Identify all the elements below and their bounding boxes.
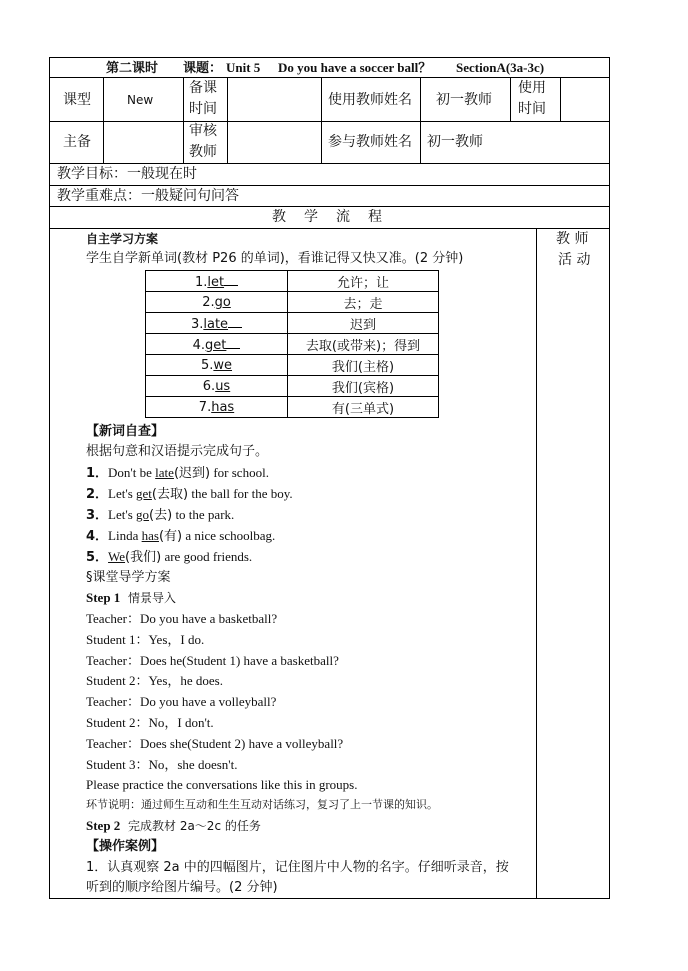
vocab-zh: 我们(主格) [288,355,439,376]
classroom-heading: §课堂导学方案 [86,570,171,585]
frame-right [609,57,610,899]
vocab-blank [226,336,240,349]
check-hint: (去取) [151,487,189,502]
flow-title: 教 学 流 程 [272,209,384,225]
check-num: 5． [86,550,109,565]
row2-bottom [49,163,610,164]
vocab-en: go [214,295,231,310]
check-pre: Let's [108,507,137,522]
check-hint: (迟到) [173,466,211,481]
participant-value: 初一教师 [427,134,483,150]
vocab-zh: 允许；让 [288,271,439,292]
teacher-col-label-2: 活 动 [558,252,591,268]
check-heading: 【新词自查】 [86,424,165,439]
vocab-en: has [211,400,235,415]
vocab-zh: 去取(或带来)；得到 [288,334,439,355]
vocab-zh: 我们(宾格) [288,376,439,397]
vocab-num: 7. [198,400,212,415]
step1-title: 情景导入 [128,591,177,605]
header-bottom [49,77,610,78]
vocab-row [146,355,439,376]
vocab-en-cell [146,334,288,355]
teacher-name-value: 初一教师 [436,92,492,108]
vocab-en: get [205,337,227,353]
check-post: to the park. [172,507,235,522]
dialogue-line: Student 1：Yes，I do. [86,631,205,647]
vocab-row [146,313,439,334]
vocab-en: us [215,379,231,394]
vocab-blank [228,315,242,328]
vocab-en: let [207,274,225,290]
vocab-num: 4. [192,337,206,353]
key-points: 教学重难点：一般疑问句问答 [57,188,239,204]
keypoint-bottom [49,206,610,207]
teacher-name-label: 使用教师姓名 [328,92,412,108]
task-line-2: 听到的顺序给图片编号。(2 分钟) [86,880,278,895]
review-label-2: 教师 [189,144,217,160]
info-div-3 [227,77,228,163]
vocab-en: late [203,316,229,332]
check-hint: (我们) [125,550,162,565]
check-post: the ball for the boy. [188,486,293,501]
vocab-zh: 去；走 [288,292,439,313]
dialogue-line: Teacher：Does she(Student 2) have a volleyball? [86,735,344,751]
info-div-2 [183,77,184,163]
step2-title: 完成教材 2a～2c 的任务 [128,819,261,833]
info-div-5 [420,77,421,163]
row1-bottom [49,121,610,122]
teacher-col-divider [536,228,537,898]
teacher-col-label-1: 教 师 [556,231,589,247]
check-post: for school. [210,465,269,480]
header-title: Do you have a soccer ball？ [278,60,432,75]
vocab-row [146,292,439,313]
header-lesson: 第二课时 [106,60,159,75]
vocab-zh: 有(三单式) [288,397,439,418]
info-div-7 [560,77,561,121]
vocab-num: 5. [200,358,214,373]
check-item [86,486,293,503]
header-unit: Unit 5 [226,60,261,75]
dialogue-line: Student 2：Yes，he does. [86,673,223,689]
vocab-row [146,376,439,397]
vocab-num: 2. [202,295,215,310]
prep-time-label-1: 备课 [189,80,217,96]
dialogue-line: Teacher：Does he(Student 1) have a basketball? [86,652,339,668]
vocab-en-cell [146,292,288,313]
self-study-instruction: 学生自学新单词(教材 P26 的单词)，看谁记得又快又准。(2 分钟) [86,251,464,266]
section-note: 环节说明：通过师生互动和生生互动对话练习，复习了上一节课的知识。 [86,798,438,811]
vocab-en-cell [146,376,288,397]
vocab-en-cell [146,355,288,376]
check-num: 4． [86,529,109,544]
use-time-label-2: 时间 [518,101,546,117]
check-num: 3． [86,508,109,523]
objective-bottom [49,185,610,186]
check-pre: Let's [108,486,137,501]
frame-left [49,57,50,899]
dialogue-line: Student 2：No，I don't. [86,715,214,730]
check-hint: (有) [158,529,183,544]
check-num: 1． [86,466,109,481]
vocab-num: 6. [202,379,216,394]
info-div-4 [321,77,322,163]
header-topic-label: 课题： [183,60,223,75]
vocab-en-cell [146,313,288,334]
lead-label: 主备 [63,134,91,150]
info-div-6 [510,77,511,121]
check-answer: We [108,549,126,564]
check-answer: late [155,465,174,480]
check-answer: has [141,528,159,543]
prep-time-label-2: 时间 [189,101,217,117]
check-post: are good friends. [161,549,253,564]
check-post: a nice schoolbag. [182,528,276,543]
check-pre: Linda [108,528,142,543]
check-answer: go [136,507,150,522]
frame-bottom [49,898,610,899]
case-heading: 【操作案例】 [86,839,165,854]
info-div-1 [103,77,104,163]
step1-label: Step 1 [86,590,121,605]
check-answer: get [136,486,152,501]
dialogue-line: Teacher：Do you have a basketball? [86,611,278,626]
check-hint: (去) [149,508,173,523]
vocab-zh: 迟到 [288,313,439,334]
check-item [86,465,269,482]
check-instruction: 根据句意和汉语提示完成句子。 [86,444,269,459]
check-pre: Don't be [108,465,156,480]
use-time-label-1: 使用 [518,80,546,96]
vocab-num: 3. [190,316,204,332]
check-item [86,528,275,545]
participant-label: 参与教师姓名 [328,134,412,150]
step2-label: Step 2 [86,818,121,833]
flow-title-bottom [49,228,610,229]
header-section: SectionA(3a-3c) [456,60,545,75]
check-item [86,549,252,566]
type-value: New [127,93,154,107]
vocab-row [146,397,439,418]
dialogue-line: Teacher：Do you have a volleyball? [86,694,277,710]
practice-line: Please practice the conversations like this in groups. [86,777,358,792]
frame-top [49,57,610,58]
vocab-num: 1. [194,274,208,290]
vocab-blank [224,273,238,286]
vocab-en: we [213,358,233,373]
self-study-heading: 自主学习方案 [86,232,159,246]
vocab-en-cell [146,271,288,292]
vocab-en-cell [146,397,288,418]
vocab-row [146,334,439,355]
objective: 教学目标：一般现在时 [57,166,197,182]
review-label-1: 审核 [189,123,217,139]
type-label: 课型 [63,92,91,108]
check-item [86,507,234,524]
vocab-table [145,270,439,418]
check-num: 2． [86,487,109,502]
task-line-1: 1．认真观察 2a 中的四幅图片，记住图片中人物的名字。仔细听录音，按 [86,860,509,875]
vocab-row [146,271,439,292]
dialogue-line: Student 3：No，she doesn't. [86,756,238,772]
